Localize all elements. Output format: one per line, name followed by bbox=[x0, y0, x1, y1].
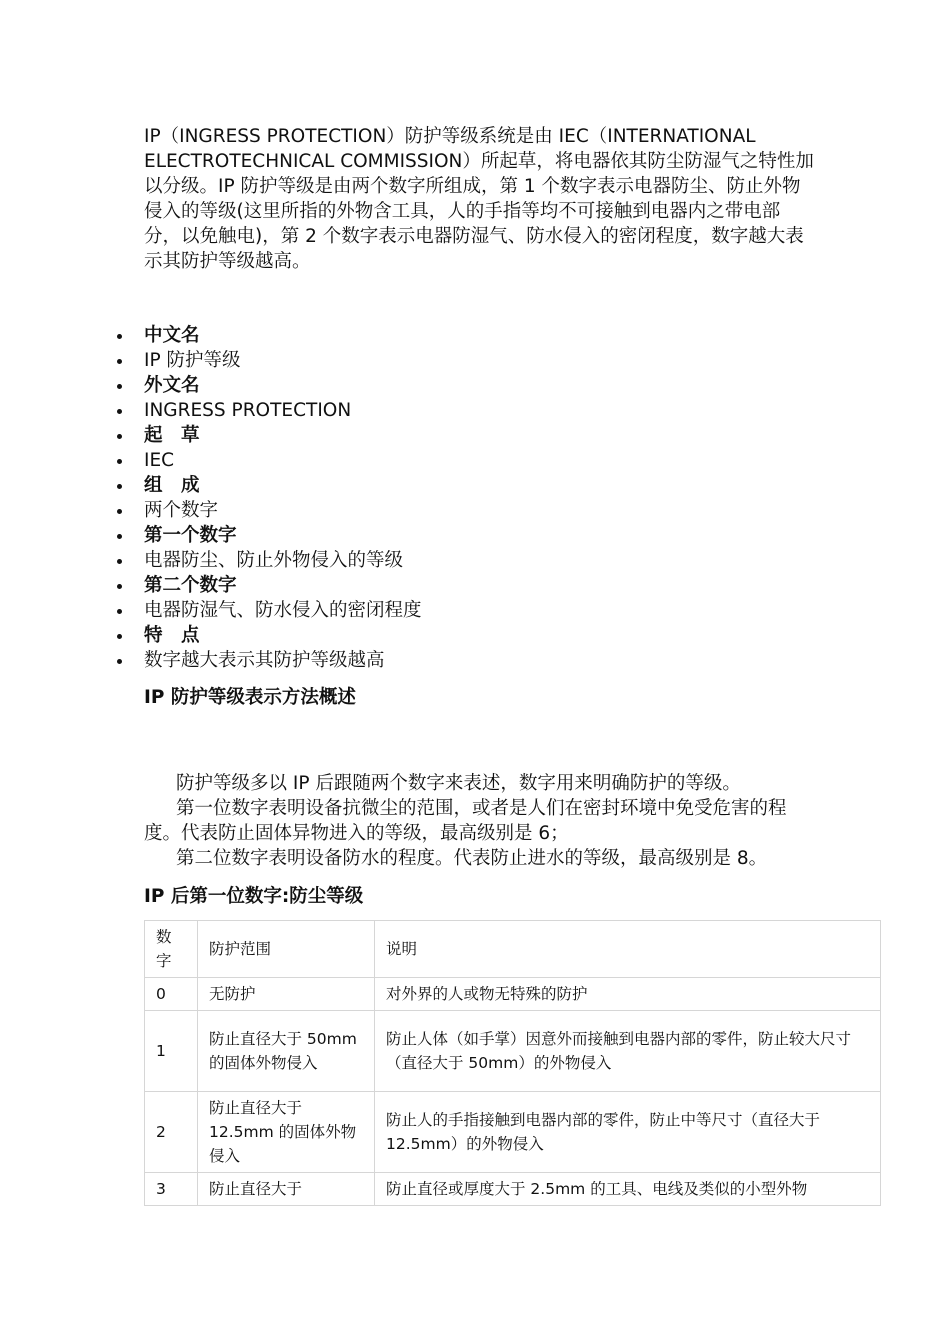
cell-digit: 3 bbox=[145, 1173, 198, 1206]
info-label-second-digit: 第二个数字 bbox=[144, 573, 644, 598]
cell-range: 防止直径大于 50mm 的固体外物侵入 bbox=[198, 1011, 375, 1092]
info-label-composition: 组 成 bbox=[144, 473, 644, 498]
cell-digit: 2 bbox=[145, 1092, 198, 1173]
table-row bbox=[145, 1173, 881, 1206]
dust-protection-table bbox=[144, 920, 881, 1206]
table-row bbox=[145, 1092, 881, 1173]
column-header-digit: 数字 bbox=[145, 921, 198, 978]
info-label-feature: 特 点 bbox=[144, 623, 644, 648]
section-heading-dust-level: IP 后第一位数字:防尘等级 bbox=[144, 886, 364, 907]
cell-digit: 0 bbox=[145, 978, 198, 1011]
overview-paragraph: 防护等级多以 IP 后跟随两个数字来表述，数字用来明确防护的等级。 bbox=[176, 773, 741, 794]
section-heading-overview: IP 防护等级表示方法概述 bbox=[144, 687, 356, 708]
cell-digit: 1 bbox=[145, 1011, 198, 1092]
column-header-range: 防护范围 bbox=[198, 921, 375, 978]
cell-description: 对外界的人或物无特殊的防护 bbox=[375, 978, 881, 1011]
table-header-row bbox=[145, 921, 881, 978]
info-list bbox=[144, 323, 644, 673]
info-label-foreign-name: 外文名 bbox=[144, 373, 644, 398]
info-value-foreign-name: INGRESS PROTECTION bbox=[144, 398, 644, 423]
cell-description: 防止人体（如手掌）因意外而接触到电器内部的零件，防止较大尺寸（直径大于 50mm）的外物侵入 bbox=[375, 1011, 881, 1092]
column-header-description: 说明 bbox=[375, 921, 881, 978]
cell-range: 无防护 bbox=[198, 978, 375, 1011]
overview-paragraph: 第一位数字表明设备抗微尘的范围，或者是人们在密封环境中免受危害的程度。代表防止固体异物进入的等级，最高级别是 6； bbox=[144, 798, 787, 844]
info-value-chinese-name: IP 防护等级 bbox=[144, 348, 644, 373]
info-label-first-digit: 第一个数字 bbox=[144, 523, 644, 548]
info-label-chinese-name: 中文名 bbox=[144, 323, 644, 348]
info-value-second-digit: 电器防湿气、防水侵入的密闭程度 bbox=[144, 598, 644, 623]
cell-description: 防止直径或厚度大于 2.5mm 的工具、电线及类似的小型外物 bbox=[375, 1173, 881, 1206]
info-label-drafted-by: 起 草 bbox=[144, 423, 644, 448]
info-value-composition: 两个数字 bbox=[144, 498, 644, 523]
cell-range: 防止直径大于 12.5mm 的固体外物侵入 bbox=[198, 1092, 375, 1173]
info-value-feature: 数字越大表示其防护等级越高 bbox=[144, 648, 644, 673]
overview-body bbox=[144, 771, 814, 871]
table-row bbox=[145, 1011, 881, 1092]
info-value-drafted-by: IEC bbox=[144, 448, 644, 473]
info-value-first-digit: 电器防尘、防止外物侵入的等级 bbox=[144, 548, 644, 573]
intro-paragraph: IP（INGRESS PROTECTION）防护等级系统是由 IEC（INTERNATIONAL ELECTROTECHNICAL COMMISSION）所起草，将电器依其防尘防湿气之特性加以分级。IP 防护等级是由两个数字所组成，第 1 个数字表示电器防尘、防止外物侵入的等级(这里所指的外物含工具，人的手指等均不可接触到电器内之带电部分，以免触电)，第 2 个数字表示电器防湿气、防水侵入的密闭程度，数字越大表示其防护等级越高。 bbox=[144, 126, 814, 272]
overview-paragraph: 第二位数字表明设备防水的程度。代表防止进水的等级，最高级别是 8。 bbox=[176, 848, 768, 869]
cell-range: 防止直径大于 bbox=[198, 1173, 375, 1206]
table-row bbox=[145, 978, 881, 1011]
cell-description: 防止人的手指接触到电器内部的零件，防止中等尺寸（直径大于 12.5mm）的外物侵入 bbox=[375, 1092, 881, 1173]
